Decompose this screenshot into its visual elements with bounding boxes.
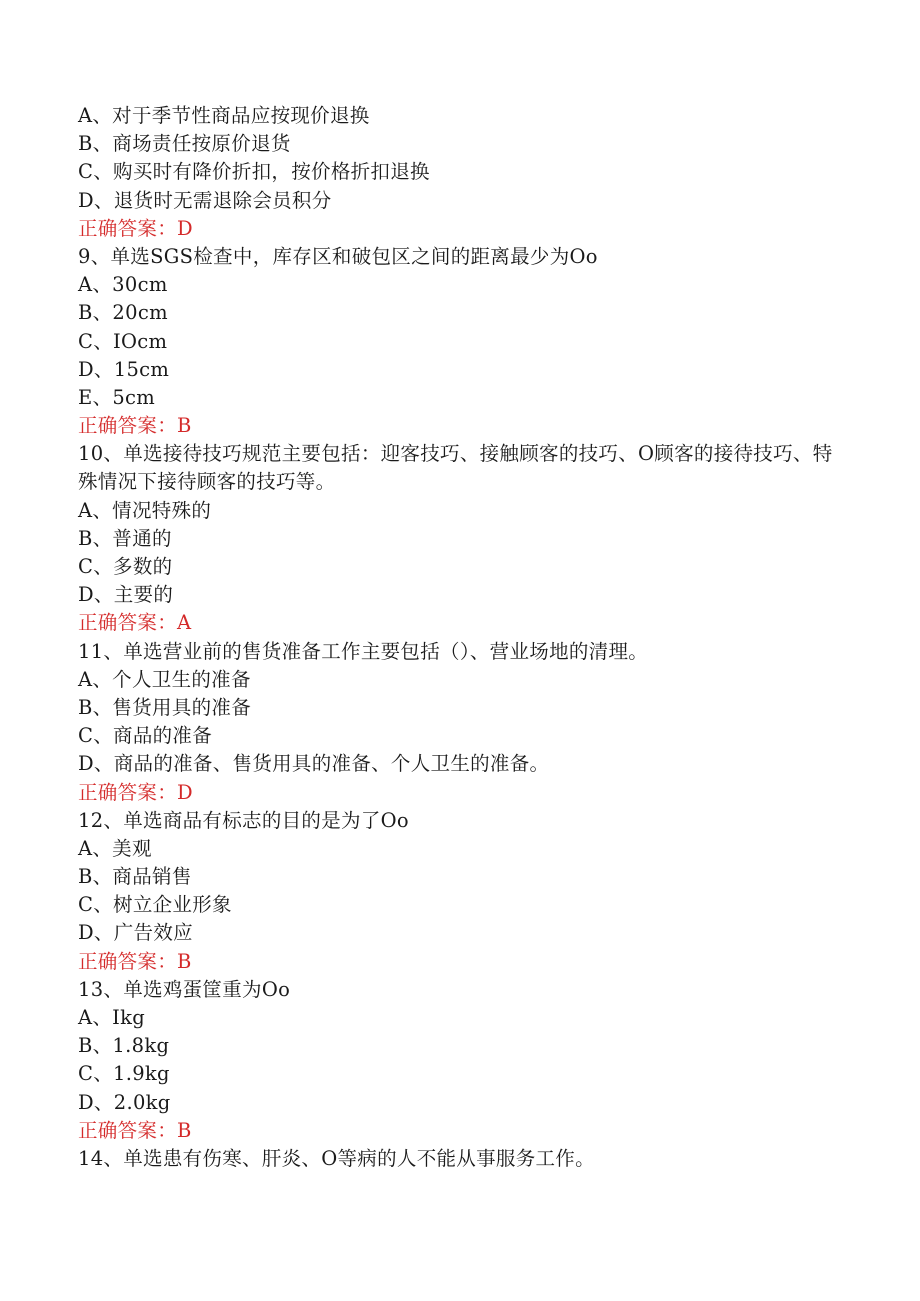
option-c: C、商品的准备 — [78, 724, 213, 748]
option-d: D、商品的准备、售货用具的准备、个人卫生的准备。 — [78, 752, 550, 776]
correct-answer: 正确答案：B — [78, 949, 192, 973]
option-d: D、广告效应 — [78, 921, 193, 945]
option-e: E、5cm — [78, 385, 156, 409]
correct-answer: 正确答案：A — [78, 611, 192, 635]
correct-answer: 正确答案：B — [78, 1118, 192, 1142]
option-b: B、普通的 — [78, 526, 172, 550]
option-a: A、情况特殊的 — [78, 498, 212, 522]
question-9: 9、单选SGS检查中，库存区和破包区之间的距离最少为Oo — [78, 244, 598, 268]
option-d: D、15cm — [78, 357, 170, 381]
correct-answer: 正确答案：D — [78, 216, 193, 240]
option-c: C、购买时有降价折扣，按价格折扣退换 — [78, 160, 430, 184]
correct-answer: 正确答案：B — [78, 414, 192, 438]
option-a: A、美观 — [78, 836, 152, 860]
question-14: 14、单选患有伤寒、肝炎、O等病的人不能从事服务工作。 — [78, 1146, 595, 1170]
option-a: A、对于季节性商品应按现价退换 — [78, 104, 370, 127]
option-b: B、20cm — [78, 301, 168, 325]
question-11: 11、单选营业前的售货准备工作主要包括（）、营业场地的清理。 — [78, 639, 649, 663]
option-d: D、主要的 — [78, 583, 174, 607]
option-a: A、Ikg — [78, 1006, 146, 1030]
document-body — [78, 102, 848, 1173]
option-b: B、商品销售 — [78, 865, 192, 889]
option-a: A、个人卫生的准备 — [78, 667, 251, 691]
option-c: C、树立企业形象 — [78, 893, 232, 917]
option-b: B、1.8kg — [78, 1034, 170, 1058]
question-10: 10、单选接待技巧规范主要包括：迎客技巧、接触顾客的技巧、O顾客的接待技巧、特殊情况下接待顾客的技巧等。 — [78, 442, 833, 494]
option-b: B、售货用具的准备 — [78, 695, 252, 719]
option-c: C、1.9kg — [78, 1062, 170, 1086]
option-d: D、2.0kg — [78, 1090, 171, 1114]
option-b: B、商场责任按原价退货 — [78, 132, 291, 156]
option-c: C、IOcm — [78, 329, 168, 353]
correct-answer: 正确答案：D — [78, 780, 193, 804]
option-c: C、多数的 — [78, 555, 173, 579]
option-d: D、退货时无需退除会员积分 — [78, 188, 332, 212]
option-a: A、30cm — [78, 273, 168, 297]
question-13: 13、单选鸡蛋筐重为Oo — [78, 977, 291, 1001]
question-12: 12、单选商品有标志的目的是为了Oo — [78, 808, 409, 832]
